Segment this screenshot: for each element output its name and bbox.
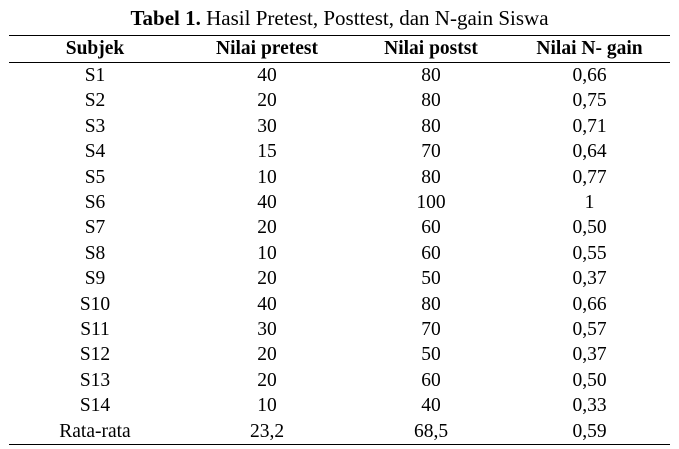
table-row [9, 88, 670, 113]
table-row [9, 139, 670, 164]
cell-posttest: 60 [421, 217, 441, 239]
cell-pretest: 10 [257, 395, 277, 417]
cell-subjek: S14 [79, 395, 111, 417]
table-row [9, 342, 670, 367]
caption-title: Hasil Pretest, Posttest, dan N-gain Siswa [206, 6, 549, 30]
cell-posttest: 80 [421, 293, 441, 315]
table-row [9, 215, 670, 240]
cell-pretest: 20 [257, 268, 277, 290]
cell-n-gain: 0,37 [572, 344, 607, 366]
average-pretest: 23,2 [181, 419, 353, 445]
table-row [9, 241, 670, 266]
cell-pretest: 20 [257, 344, 277, 366]
cell-posttest: 80 [421, 90, 441, 112]
cell-pretest: 40 [257, 192, 277, 214]
caption-label: Tabel 1. [130, 6, 201, 30]
cell-pretest: 15 [257, 141, 277, 163]
average-row [9, 419, 670, 445]
cell-pretest: 40 [257, 293, 277, 315]
cell-subjek: S13 [79, 369, 111, 391]
cell-n-gain: 0,57 [572, 319, 607, 341]
cell-subjek: S6 [84, 192, 106, 214]
average-label: Rata-rata [9, 419, 181, 445]
cell-posttest: 50 [421, 268, 441, 290]
cell-n-gain: 0,66 [572, 293, 607, 315]
table-row [9, 317, 670, 342]
cell-pretest: 20 [257, 369, 277, 391]
cell-subjek: S1 [84, 65, 106, 86]
average-posttest: 68,5 [353, 419, 509, 445]
cell-posttest: 70 [421, 141, 441, 163]
average-n-gain: 0,59 [509, 419, 670, 445]
results-table [9, 35, 670, 445]
cell-posttest: 80 [421, 166, 441, 188]
table-header [9, 36, 670, 63]
cell-pretest: 40 [257, 65, 277, 86]
cell-n-gain: 0,50 [572, 217, 607, 239]
header-nilai-n-gain: Nilai N- gain [509, 36, 670, 63]
cell-pretest: 20 [257, 217, 277, 239]
header-subjek: Subjek [9, 36, 181, 63]
cell-subjek: S3 [84, 115, 106, 137]
cell-subjek: S11 [80, 319, 110, 341]
table-row [9, 368, 670, 393]
cell-subjek: S12 [79, 344, 111, 366]
cell-pretest: 30 [257, 319, 277, 341]
cell-pretest: 10 [257, 166, 277, 188]
cell-posttest: 40 [421, 395, 441, 417]
cell-posttest: 80 [421, 65, 441, 86]
table-body [9, 63, 670, 419]
table-caption [0, 5, 679, 31]
header-nilai-pretest: Nilai pretest [181, 36, 353, 63]
cell-n-gain: 0,50 [572, 369, 607, 391]
cell-posttest: 80 [421, 115, 441, 137]
cell-n-gain: 0,37 [572, 268, 607, 290]
cell-n-gain: 0,75 [572, 90, 607, 112]
header-row [9, 36, 670, 63]
table-row [9, 266, 670, 291]
cell-posttest: 60 [421, 242, 441, 264]
table-row [9, 393, 670, 418]
cell-posttest: 50 [421, 344, 441, 366]
cell-subjek: S9 [84, 268, 106, 290]
cell-n-gain: 0,64 [572, 141, 607, 163]
cell-pretest: 30 [257, 115, 277, 137]
cell-subjek: S2 [84, 90, 106, 112]
cell-n-gain: 1 [584, 192, 595, 214]
cell-subjek: S5 [84, 166, 106, 188]
cell-pretest: 10 [257, 242, 277, 264]
table-row [9, 165, 670, 190]
cell-subjek: S8 [84, 242, 106, 264]
table-row [9, 114, 670, 139]
header-nilai-postst: Nilai postst [353, 36, 509, 63]
table-row [9, 63, 670, 89]
table-row [9, 292, 670, 317]
cell-n-gain: 0,33 [572, 395, 607, 417]
cell-pretest: 20 [257, 90, 277, 112]
cell-n-gain: 0,66 [572, 65, 607, 86]
cell-n-gain: 0,55 [572, 242, 607, 264]
cell-subjek: S10 [79, 293, 111, 315]
table-row [9, 190, 670, 215]
cell-n-gain: 0,71 [572, 115, 607, 137]
cell-posttest: 70 [421, 319, 441, 341]
cell-subjek: S4 [84, 141, 106, 163]
table-footer [9, 419, 670, 445]
cell-posttest: 100 [416, 192, 446, 214]
cell-n-gain: 0,77 [572, 166, 607, 188]
cell-subjek: S7 [84, 217, 106, 239]
cell-posttest: 60 [421, 369, 441, 391]
